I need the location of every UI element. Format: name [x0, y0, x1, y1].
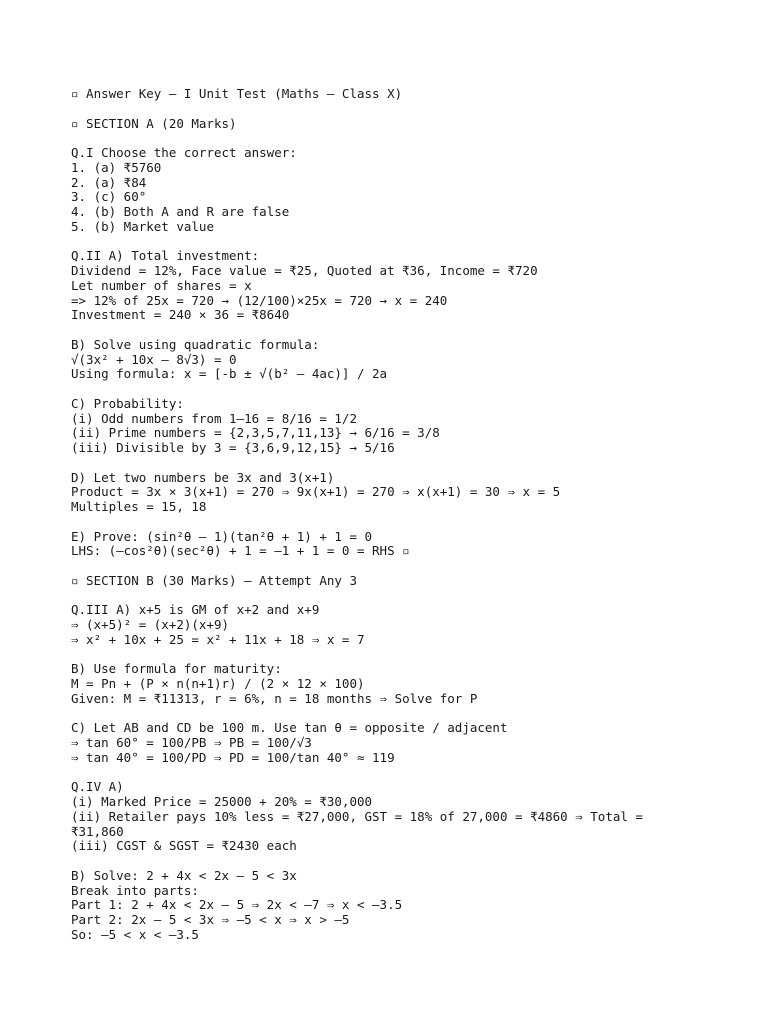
blank-line [71, 102, 711, 117]
text-line: M = Pn + (P × n(n+1)r) / (2 × 12 × 100) [71, 676, 365, 691]
text-line: Given: M = ₹11313, r = 6%, n = 18 months ⇒ Solve for P [71, 690, 478, 706]
text-line: Dividend = 12%, Face value = ₹25, Quoted at ₹36, Income = ₹720 [71, 263, 538, 278]
text-line: Q.III A) x+5 is GM of x+2 and x+9 [71, 602, 320, 618]
blank-line [71, 515, 711, 530]
text-line: ▫ SECTION B (30 Marks) – Attempt Any 3 [71, 572, 357, 588]
text-line: Let number of shares = x [71, 277, 252, 293]
text-line: 1. (a) ₹5760 [71, 159, 162, 175]
text-line: LHS: (–cos²θ)(sec²θ) + 1 = –1 + 1 = 0 = RHS ▫ [71, 543, 410, 559]
text-line: Investment = 240 × 36 = ₹8640 [71, 307, 290, 323]
text-line: Product = 3x × 3(x+1) = 270 ⇒ 9x(x+1) = 270 ⇒ x(x+1) = 30 ⇒ x = 5 [71, 484, 561, 500]
text-line: ⇒ tan 40° = 100/PD ⇒ PD = 100/tan 40° ≈ 119 [71, 749, 395, 765]
blank-line [71, 766, 711, 781]
text-line: B) Solve using quadratic formula: [71, 336, 320, 352]
text-line: 5. (b) Market value [71, 218, 214, 234]
blank-line [71, 456, 711, 471]
text-line: B) Solve: 2 + 4x < 2x – 5 < 3x [71, 867, 297, 883]
text-line: Break into parts: [71, 882, 199, 898]
text-line: E) Prove: (sin²θ – 1)(tan²θ + 1) + 1 = 0 [71, 528, 373, 544]
blank-line [71, 131, 711, 146]
text-line: ⇒ x² + 10x + 25 = x² + 11x + 18 ⇒ x = 7 [71, 631, 365, 647]
text-line: 4. (b) Both A and R are false [71, 204, 290, 219]
blank-line [71, 382, 711, 397]
text-line: => 12% of 25x = 720 → (12/100)×25x = 720 → x = 240 [71, 292, 448, 308]
text-line: D) Let two numbers be 3x and 3(x+1) [71, 469, 335, 485]
text-line: Q.II A) Total investment: [71, 248, 260, 264]
text-line: (i) Odd numbers from 1–16 = 8/16 = 1/2 [71, 410, 357, 426]
text-line: Part 2: 2x – 5 < 3x ⇒ –5 < x ⇒ x > –5 [71, 912, 350, 927]
text-line: Using formula: x = [-b ± √(b² – 4ac)] / 2a [71, 366, 388, 382]
text-line: (ii) Prime numbers = {2,3,5,7,11,13} → 6/16 = 3/8 [71, 425, 440, 441]
text-line: ⇒ (x+5)² = (x+2)(x+9) [71, 617, 230, 632]
text-line: ⇒ tan 60° = 100/PB ⇒ PB = 100/√3 [71, 735, 312, 750]
text-line: Part 1: 2 + 4x < 2x – 5 ⇒ 2x < –7 ⇒ x < –3.5 [71, 897, 403, 913]
text-line: √(3x² + 10x – 8√3) = 0 [71, 351, 237, 367]
blank-line [71, 323, 711, 338]
text-line: Q.IV A) [71, 779, 124, 795]
text-line: 2. (a) ₹84 [71, 174, 147, 190]
text-line: C) Let AB and CD be 100 m. Use tan θ = opposite / adjacent [71, 720, 508, 736]
text-line: Q.I Choose the correct answer: [71, 145, 297, 160]
text-line: (iii) CGST & SGST = ₹2430 each [71, 838, 297, 854]
blank-line [71, 589, 711, 604]
blank-line [71, 707, 711, 722]
text-line: B) Use formula for maturity: [71, 661, 282, 677]
text-line: (ii) Retailer pays 10% less = ₹27,000, GST = 18% of 27,000 = ₹4860 ⇒ Total = [71, 808, 643, 824]
text-line: So: –5 < x < –3.5 [71, 926, 199, 942]
blank-line [71, 648, 711, 663]
blank-line [71, 559, 711, 574]
text-line: ₹31,860 [71, 823, 124, 839]
text-line: (iii) Divisible by 3 = {3,6,9,12,15} → 5/16 [71, 440, 395, 455]
text-line: Multiples = 15, 18 [71, 499, 207, 514]
text-line: C) Probability: [71, 395, 184, 411]
blank-line [71, 854, 711, 869]
text-line: 3. (c) 60° [71, 189, 147, 205]
text-line: (i) Marked Price = 25000 + 20% = ₹30,000 [71, 794, 373, 809]
answer-key-document [71, 87, 711, 943]
text-line: ▫ SECTION A (20 Marks) [71, 115, 237, 131]
text-line: ▫ Answer Key – I Unit Test (Maths – Class X) [71, 86, 403, 101]
blank-line [71, 235, 711, 250]
